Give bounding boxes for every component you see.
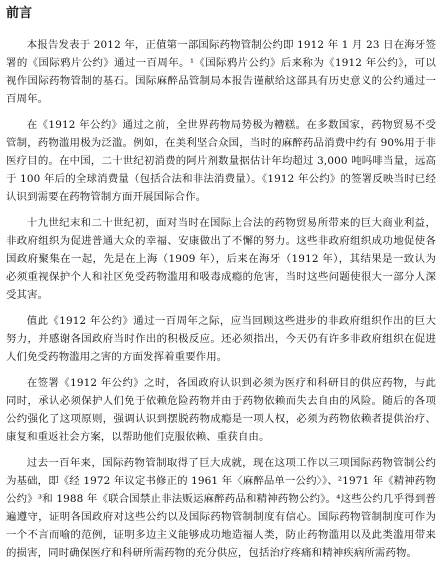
paragraph-4: 值此《1912 年公约》通过一百周年之际，应当回顾这些进步的非政府组织作出的巨大努力，并感谢各国政府当时作出的积极反应。还必须指出，今天仍有许多非政府组织在促进人们免受药物滥用之害的方面发挥着重要作用。 — [6, 315, 436, 363]
section-heading: 前言 — [6, 6, 33, 21]
paragraph-1: 本报告发表于 2012 年，正值第一部国际药物管制公约即 1912 年 1 月 23 日在海牙签署的《国际鸦片公约》通过一百周年。¹《国际鸦片公约》后来称为《1912 年公约》，可以视作国际药物管制的基石。国际麻醉品管制局本报告谨献给这部具有历史意义的公约通过一百周年。 — [6, 39, 436, 105]
paragraph-6: 过去一百年来，国际药物管制取得了巨大成就，现在这项工作以三项国际药物管制公约为基础，即《经 1972 年议定书修正的 1961 年〈麻醉品单一公约〉》、²1971 年《精神药物公约》³和 1988 年《联合国禁止非法贩运麻醉药品和精神药物公约》。⁴这些公约几乎得到普遍遵守，证明各国政府对这些公约以及国际药物管制制度有信心。国际药物管制制度可作为一个不言而喻的范例，证明多边主义能够成功地造福人类，防止药物滥用以及此类滥用带来的损害，同时确保医疗和科研所需药物的充分供应，包括治疗疼痛和精神疾病所需药物。 — [6, 457, 436, 559]
paragraph-2: 在《1912 年公约》通过之前，全世界药物局势极为糟糕。在多数国家，药物贸易不受管制，药物滥用极为泛滥。例如，在美利坚合众国，当时的麻醉药品消费中约有 90%用于非医疗目的。在中国，二十世纪初消费的阿片剂数量据估计年均超过 3,000 吨吗啡当量，远高于 100 年后的全球消费量（包括合法和非法消费量）。《1912 年公约》的签署反映当时已经认识到需要在药物管制方面开展国际合作。 — [6, 119, 436, 203]
paragraph-3: 十九世纪末和二十世纪初，面对当时在国际上合法的药物贸易所带来的巨大商业利益，非政府组织为促进普通大众的幸福、安康做出了不懈的努力。这些非政府组织成功地促使各国政府聚集在一起，先是在上海（1909 年），后来在海牙（1912 年），其结果是一致认为必须重视保护个人和社区免受药物滥用和吸毒成瘾的危害，当时这些问题使很大一部分人深受其害。 — [6, 217, 436, 301]
paragraph-5: 在签署《1912 年公约》之时，各国政府认识到必须为医疗和科研目的供应药物，与此同时，承认必须保护人们免于依赖危险药物并由于药物依赖而失去自由的风险。随后的各项公约强化了这项原则，强调认识到摆脱药物成瘾是一项人权，必须为药物依赖者提供治疗、康复和重返社会方案，以帮助他们克服依赖、重获自由。 — [6, 377, 436, 443]
